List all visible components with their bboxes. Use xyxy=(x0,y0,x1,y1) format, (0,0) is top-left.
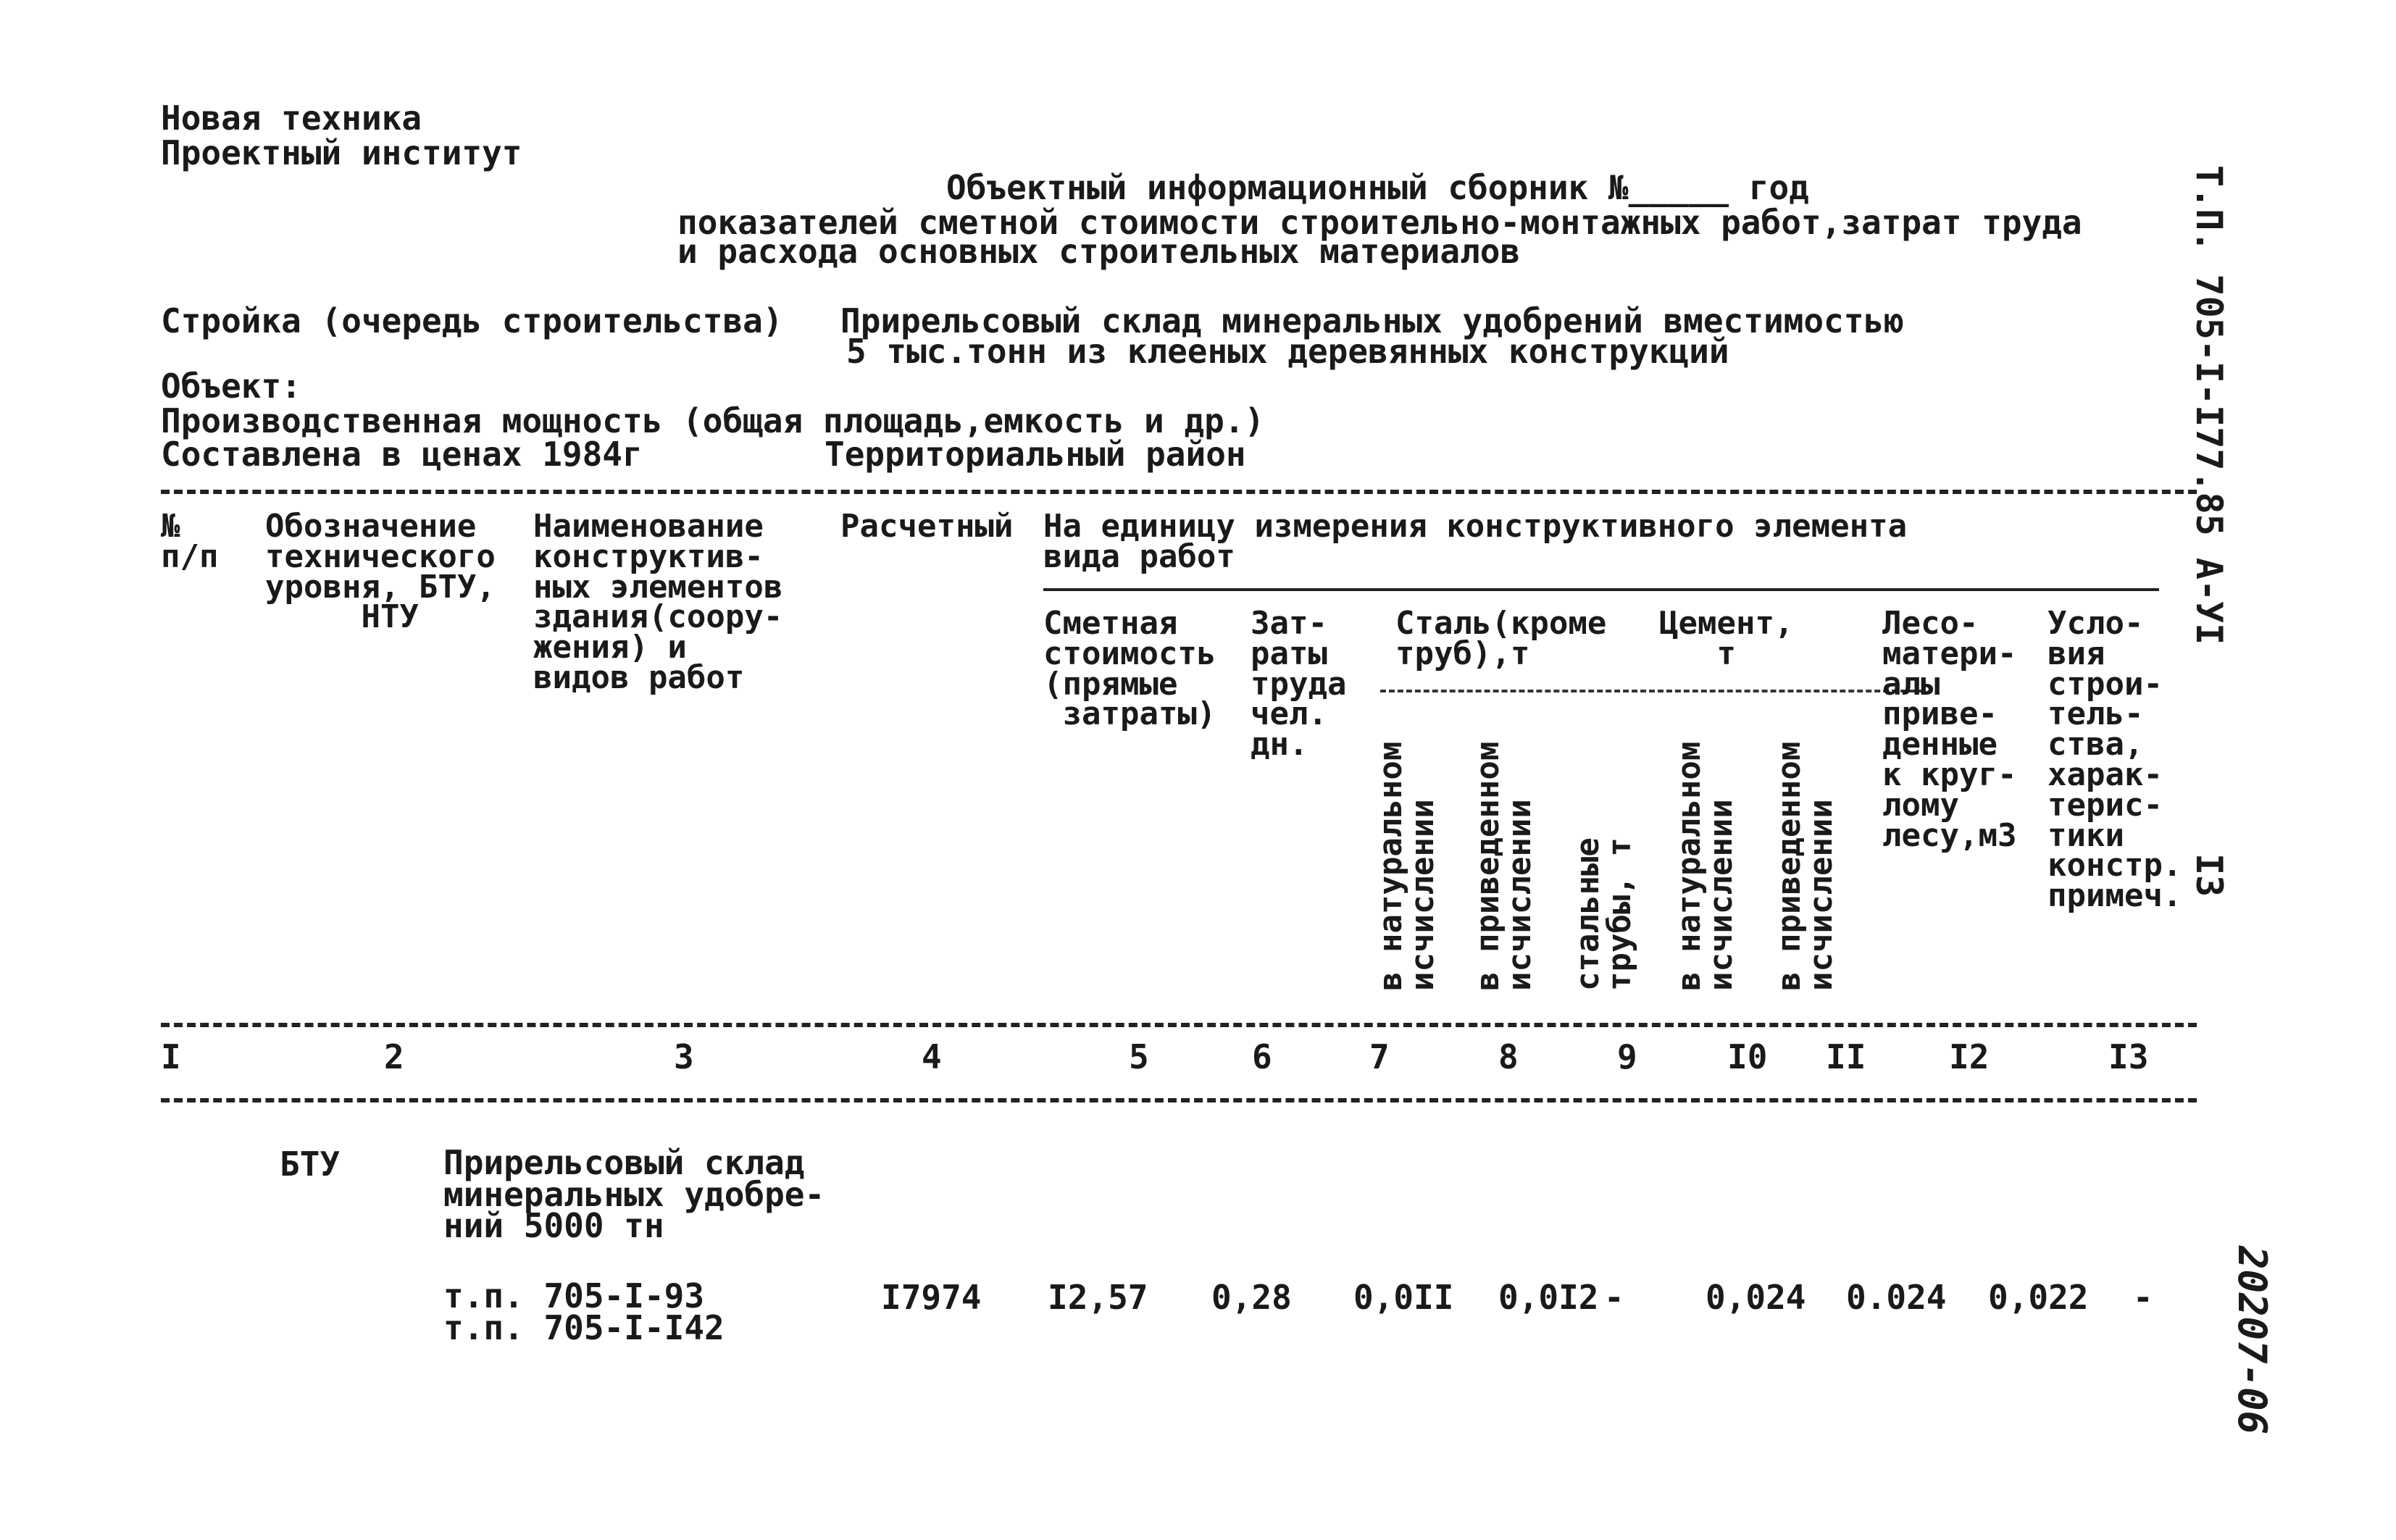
col-number-6: 6 xyxy=(1252,1037,1272,1076)
stroika-label: Стройка (очередь строительства) xyxy=(161,301,783,340)
cell-steel-natural: 0,0II xyxy=(1353,1278,1454,1317)
col-number-9: 9 xyxy=(1617,1037,1637,1076)
collection-subtitle-line1: показателей сметной стоимости строительно-монтажных работ,затрат труда xyxy=(677,203,2082,242)
archive-number: 20207-06 xyxy=(2229,1246,2275,1435)
region-label: Территориальный район xyxy=(825,435,1246,474)
col-header-steel-group: Сталь(кроме труб),т xyxy=(1395,605,1607,672)
col-header-cost: Сметная стоимость (прямые затраты) xyxy=(1043,605,1216,733)
stroika-value-line2: 5 тыс.тонн из клееных деревянных конструкций xyxy=(846,332,1729,371)
object-label: Объект: xyxy=(161,367,301,406)
project-code-side-label: Т.П. 705-I-I77.85 А-УI xyxy=(2188,165,2230,645)
per-unit-rule xyxy=(1043,588,2159,591)
column-numbers-top-rule xyxy=(161,1023,2197,1027)
stroika-value-line1: Прирельсовый склад минеральных удобрений вместимостью xyxy=(840,301,1904,340)
col-header-tech-level: Обозначение технического уровня, БТУ, НТУ xyxy=(265,508,496,636)
col-number-7: 7 xyxy=(1369,1037,1390,1076)
cell-calc: I7974 xyxy=(881,1278,982,1317)
col-header-calc: Расчетный xyxy=(840,508,1014,545)
cell-labor: 0,28 xyxy=(1211,1278,1292,1317)
cell-cement-reduced: 0.024 xyxy=(1846,1278,1947,1317)
col-number-1: I xyxy=(161,1037,181,1076)
prices-label: Составлена в ценах 1984г xyxy=(161,435,643,474)
cell-conditions: - xyxy=(2133,1278,2153,1317)
collection-title: Объектный информационный сборник №_____ год xyxy=(946,168,1809,207)
col-number-10: I0 xyxy=(1727,1037,1768,1076)
row-level-btu: БТУ xyxy=(280,1144,341,1184)
cell-cement-natural: 0,024 xyxy=(1706,1278,1806,1317)
row-project-refs: т.п. 705-I-93 т.п. 705-I-I42 xyxy=(443,1276,725,1347)
cell-cost: I2,57 xyxy=(1048,1278,1148,1317)
col-header-cement-natural: в натуральном исчислении xyxy=(1671,741,1740,991)
col-number-5: 5 xyxy=(1129,1037,1149,1076)
col-header-cement-group: Цемент, т xyxy=(1659,605,1794,672)
col-number-12: I2 xyxy=(1949,1037,1990,1076)
col-number-4: 4 xyxy=(922,1037,942,1076)
cell-steel-reduced: 0,0I2 xyxy=(1498,1278,1599,1317)
col-header-steel-reduced: в приведенном исчислении xyxy=(1469,741,1538,991)
col-header-element-name: Наименование конструктив- ных элементов здания(соору- жения) и видов работ xyxy=(533,508,783,696)
organization-name: Новая техника xyxy=(161,99,422,138)
collection-subtitle-line2: и расхода основных строительных материалов xyxy=(677,232,1521,271)
col-number-13: I3 xyxy=(2108,1037,2149,1076)
page-number: I3 xyxy=(2188,853,2230,897)
capacity-label: Производственная мощность (общая площадь,емкость и др.) xyxy=(161,401,1265,440)
col-header-labor: Зат- раты труда чел. дн. xyxy=(1251,605,1347,763)
row-element-name: Прирельсовый склад минеральных удобре- ний 5000 тн xyxy=(443,1143,825,1246)
col-number-8: 8 xyxy=(1498,1037,1519,1076)
col-number-2: 2 xyxy=(384,1037,404,1076)
col-header-steel-natural: в натуральном исчислении xyxy=(1372,741,1441,991)
col-number-11: II xyxy=(1826,1037,1866,1076)
col-header-timber: Лесо- матери- алы приве- денные к круг- лому лесу,м3 xyxy=(1882,605,2017,854)
column-numbers-bottom-rule xyxy=(161,1098,2197,1102)
cell-timber: 0,022 xyxy=(1988,1278,2089,1317)
col-header-number: № п/п xyxy=(161,508,219,575)
col-header-cement-reduced: в приведенном исчислении xyxy=(1771,741,1840,991)
table-top-rule xyxy=(161,490,2197,494)
col-header-conditions: Усло- вия строи- тель- ства, харак- терис- тики констр. примеч. xyxy=(2048,605,2182,915)
cell-steel-pipes: - xyxy=(1604,1278,1624,1317)
col-number-3: 3 xyxy=(674,1037,694,1076)
col-header-per-unit: На единицу измерения конструктивного элемента вида работ xyxy=(1043,508,1908,575)
institute-name: Проектный институт xyxy=(161,133,522,172)
col-header-steel-pipes: стальные трубы, т xyxy=(1569,837,1638,991)
subgroup-rule xyxy=(1380,690,1924,692)
